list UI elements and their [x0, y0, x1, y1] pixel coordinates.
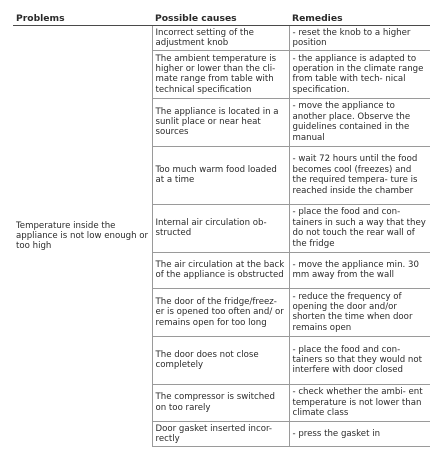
header-problems: Problems	[13, 9, 152, 26]
header-possible-causes: Possible causes	[152, 9, 289, 26]
troubleshooting-table	[13, 9, 430, 447]
remedy-cell: - move the appliance to another place. Observe the guidelines contained in the manual	[289, 98, 430, 146]
table-header-row	[13, 9, 430, 26]
cause-cell: Too much warm food loaded at a time	[152, 146, 289, 204]
cause-cell: The door does not close completely	[152, 336, 289, 384]
remedy-cell: - the appliance is adapted to operation in the climate range from table with tech- nical specification.	[289, 50, 430, 98]
cause-cell: Door gasket inserted incor- rectly	[152, 422, 289, 447]
cause-cell: The compressor is switched on too rarely	[152, 384, 289, 421]
remedy-cell: - press the gasket in	[289, 422, 430, 447]
cause-cell: The air circulation at the back of the appliance is obstructed	[152, 252, 289, 288]
problem-cell: Temperature inside the appliance is not low enough or too high	[13, 26, 152, 447]
remedy-cell: - place the food and con- tainers so that they would not interfere with door closed	[289, 336, 430, 384]
cause-cell: The door of the fridge/freez- er is opened too often and/ or remains open for too long	[152, 288, 289, 336]
remedy-cell: - reduce the frequency of opening the door and/or shorten the time when door remains open	[289, 288, 430, 336]
remedy-cell: - move the appliance min. 30 mm away from the wall	[289, 252, 430, 288]
cause-cell: The ambient temperature is higher or lower than the cli- mate range from table with technical specification	[152, 50, 289, 98]
remedy-cell: - place the food and con- tainers in such a way that they do not touch the rear wall of the fridge	[289, 204, 430, 252]
cause-cell: Incorrect setting of the adjustment knob	[152, 26, 289, 51]
table-row	[13, 26, 430, 51]
header-remedies: Remedies	[289, 9, 430, 26]
cause-cell: Internal air circulation ob- structed	[152, 204, 289, 252]
remedy-cell: - check whether the ambi- ent temperature is not lower than climate class	[289, 384, 430, 421]
remedy-cell: - wait 72 hours until the food becomes cool (freezes) and the required tempera- ture is reached inside the chamber	[289, 146, 430, 204]
remedy-cell: - reset the knob to a higher position	[289, 26, 430, 51]
cause-cell: The appliance is located in a sunlit place or near heat sources	[152, 98, 289, 146]
